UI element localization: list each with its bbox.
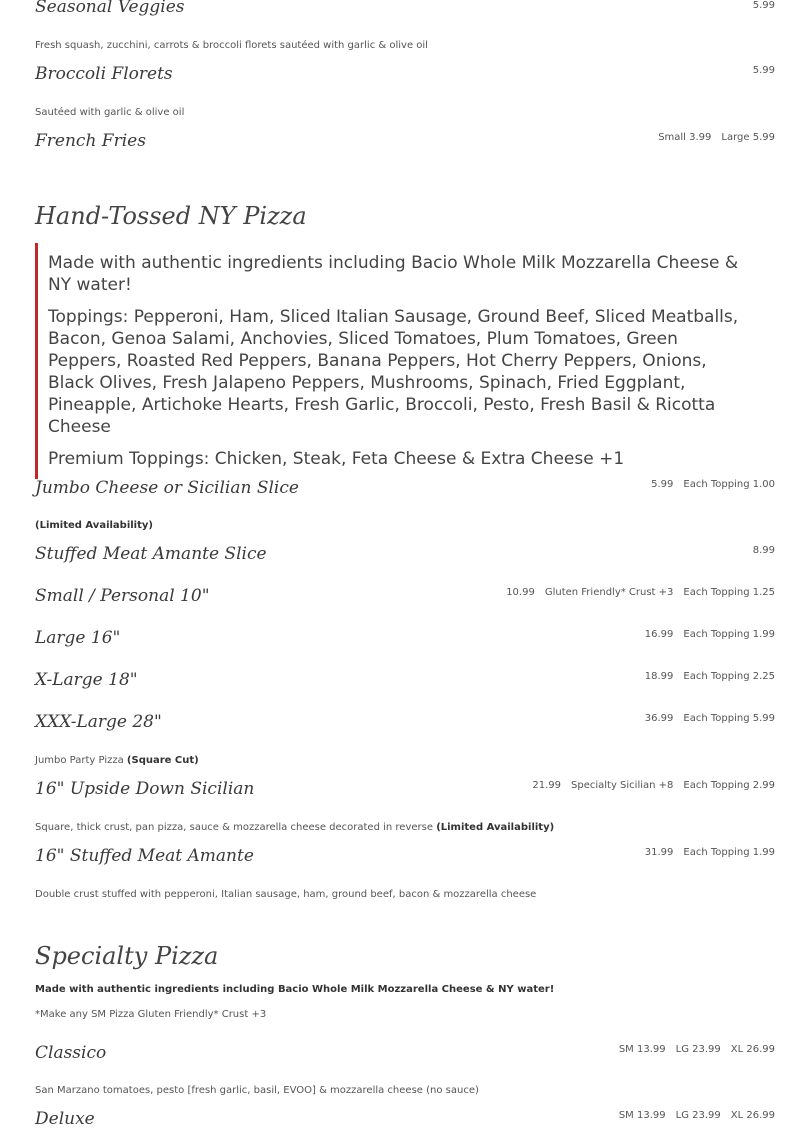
- item-name-xxxlarge-pizza: XXX-Large 28": [35, 712, 162, 732]
- item-name-stuffed-slice: Stuffed Meat Amante Slice: [35, 544, 267, 564]
- desc-text: Square, thick crust, pan pizza, sauce & mozzarella cheese decorated in reverse: [35, 822, 433, 833]
- price: 5.99: [752, 0, 775, 11]
- item-name-broccoli-florets: Broccoli Florets: [35, 64, 173, 84]
- topping-price: Each Topping 2.99: [683, 780, 775, 791]
- desc-stuffed-meat-amante: Double crust stuffed with pepperoni, Italian sausage, ham, ground beef, bacon & mozzarella cheese: [35, 889, 537, 900]
- price-small: Small 3.99: [658, 132, 712, 143]
- desc-text: Jumbo Party Pizza: [35, 755, 124, 766]
- specialty-gluten-note: *Make any SM Pizza Gluten Friendly* Crust +3: [35, 1009, 267, 1020]
- topping-price: Each Topping 5.99: [683, 713, 775, 724]
- topping-price: Each Topping 1.99: [683, 629, 775, 640]
- desc-seasonal-veggies: Fresh squash, zucchini, carrots & broccoli florets sautéed with garlic & olive oil: [35, 40, 428, 51]
- price-xlarge-pizza: [635, 671, 775, 682]
- specialty-ingredients-note: Made with authentic ingredients including Bacio Whole Milk Mozzarella Cheese & NY water!: [35, 984, 555, 995]
- price-seasonal-veggies: [743, 0, 775, 11]
- ny-pizza-callout: [35, 243, 753, 479]
- price-small-pizza: [496, 587, 775, 598]
- limited-availability-note: (Limited Availability): [35, 520, 153, 531]
- item-name-deluxe: Deluxe: [35, 1109, 95, 1129]
- price-xl: XL 26.99: [730, 1110, 775, 1121]
- price-classico: [609, 1044, 775, 1055]
- desc-broccoli-florets: Sautéed with garlic & olive oil: [35, 107, 185, 118]
- item-name-xlarge-pizza: X-Large 18": [35, 670, 138, 690]
- item-name-stuffed-meat-amante: 16" Stuffed Meat Amante: [35, 846, 254, 866]
- topping-price: Each Topping 1.00: [683, 479, 775, 490]
- price-sm: SM 13.99: [618, 1044, 666, 1055]
- price-lg: LG 23.99: [675, 1110, 721, 1121]
- topping-price: Each Topping 2.25: [683, 671, 775, 682]
- item-name-large-pizza: Large 16": [35, 628, 121, 648]
- price: 16.99: [644, 629, 674, 640]
- price: 5.99: [651, 479, 674, 490]
- price-jumbo-slice: [641, 479, 775, 490]
- price: 8.99: [752, 545, 775, 556]
- price-large: Large 5.99: [721, 132, 775, 143]
- callout-intro: Made with authentic ingredients including Bacio Whole Milk Mozzarella Cheese & NY water!: [48, 253, 739, 295]
- price: 10.99: [506, 587, 535, 598]
- gluten-friendly-price: Gluten Friendly* Crust +3: [544, 587, 674, 598]
- price-french-fries: [648, 132, 775, 143]
- topping-price: Each Topping 1.25: [683, 587, 775, 598]
- item-name-small-pizza: Small / Personal 10": [35, 586, 210, 606]
- price-broccoli-florets: [743, 65, 775, 76]
- desc-bold: (Limited Availability): [436, 822, 555, 833]
- section-title-specialty-pizza: Specialty Pizza: [35, 942, 219, 970]
- item-name-jumbo-slice: Jumbo Cheese or Sicilian Slice: [35, 478, 299, 498]
- item-name-french-fries: French Fries: [35, 131, 146, 151]
- price: 36.99: [644, 713, 674, 724]
- item-name-seasonal-veggies: Seasonal Veggies: [35, 0, 185, 17]
- section-title-ny-pizza: Hand-Tossed NY Pizza: [35, 202, 307, 230]
- desc-bold: (Square Cut): [126, 755, 199, 766]
- desc-xxxlarge-pizza: [35, 755, 199, 766]
- topping-price: Each Topping 1.99: [683, 847, 775, 858]
- callout-toppings: Toppings: Pepperoni, Ham, Sliced Italian Sausage, Ground Beef, Sliced Meatballs, Bacon, Genoa Salami, Anchovies, Sliced Tomatoes, Plum Tomatoes, Green Peppers, Roasted Red Peppers, Banana Peppers, Hot Cherry Peppers, Onions, Black Olives, Fresh Jalapeno Peppers, Mushrooms, Spinach, Fried Eggplant, Pineapple, Artichoke Hearts, Fresh Garlic, Broccoli, Pesto, Fresh Basil & Ricotta Cheese: [48, 307, 739, 437]
- price: 31.99: [644, 847, 674, 858]
- desc-upside-down-sicilian: [35, 822, 554, 833]
- price: 21.99: [532, 780, 561, 791]
- price-sm: SM 13.99: [618, 1110, 666, 1121]
- price-xl: XL 26.99: [730, 1044, 775, 1055]
- price-upside-down-sicilian: [522, 780, 775, 791]
- desc-classico: San Marzano tomatoes, pesto [fresh garlic, basil, EVOO] & mozzarella cheese (no sauce): [35, 1085, 479, 1096]
- price-large-pizza: [635, 629, 775, 640]
- price-stuffed-meat-amante: [635, 847, 775, 858]
- price-xxxlarge-pizza: [635, 713, 775, 724]
- price-stuffed-slice: [743, 545, 775, 556]
- price-lg: LG 23.99: [675, 1044, 721, 1055]
- price: 5.99: [752, 65, 775, 76]
- price-deluxe: [609, 1110, 775, 1121]
- callout-premium: Premium Toppings: Chicken, Steak, Feta Cheese & Extra Cheese +1: [48, 449, 625, 469]
- specialty-sicilian-price: Specialty Sicilian +8: [571, 780, 674, 791]
- item-name-classico: Classico: [35, 1043, 107, 1063]
- price: 18.99: [644, 671, 674, 682]
- item-name-upside-down-sicilian: 16" Upside Down Sicilian: [35, 779, 255, 799]
